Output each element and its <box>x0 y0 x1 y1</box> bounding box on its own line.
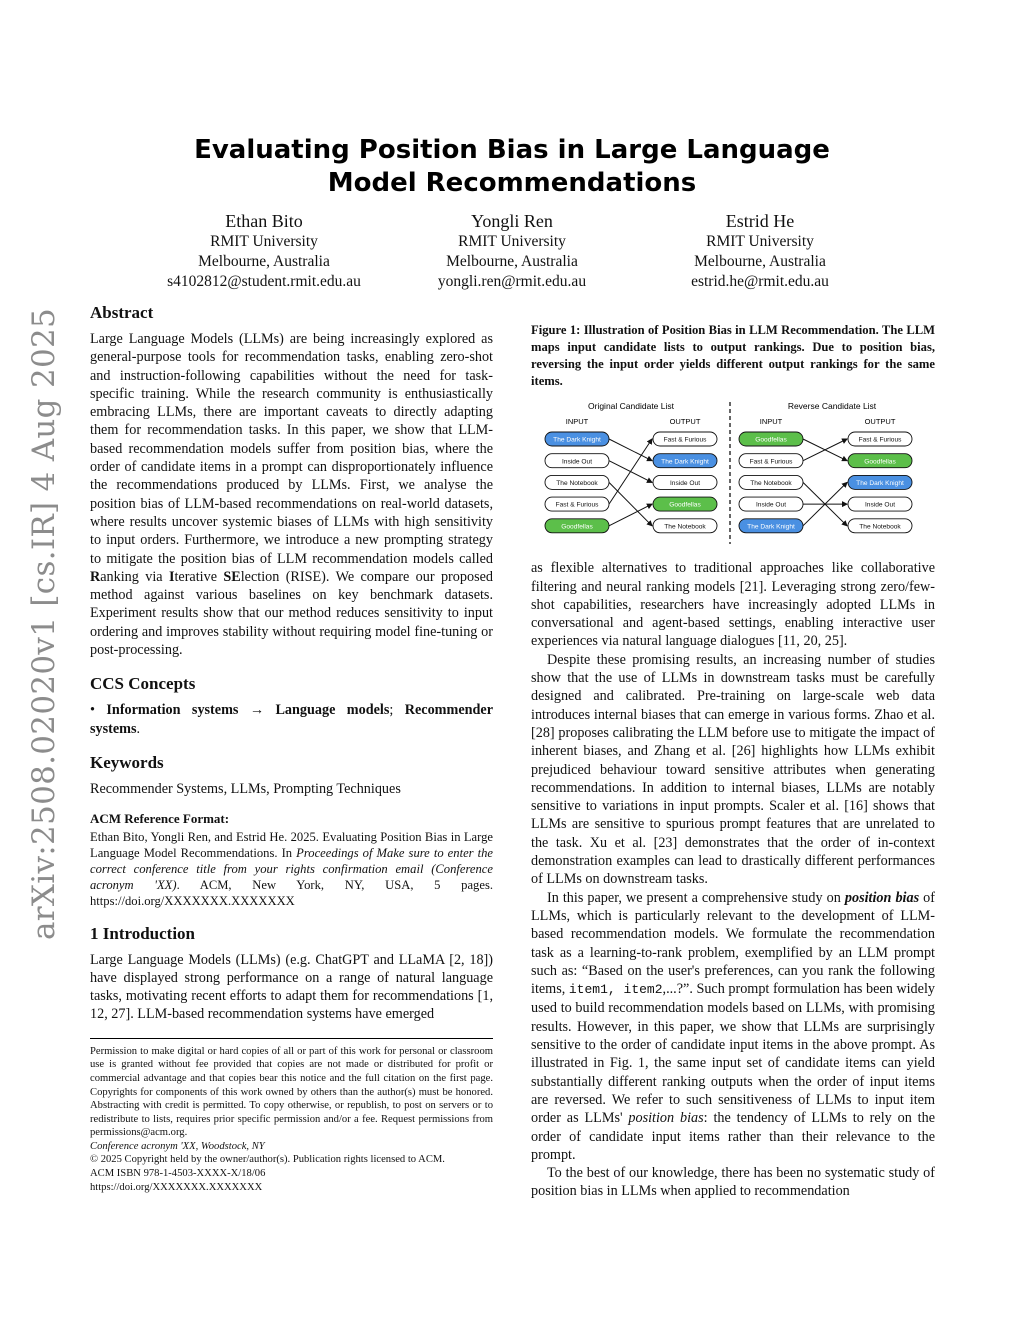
abstract-part: We compare our proposed method against various baselines on key benchmark datasets. Experiment results show that our method reduces sensitivity to input ordering and improves stability without requiring model fine-tuning or post-processing. <box>90 568 493 659</box>
author-name: Ethan Bito <box>225 211 303 231</box>
ccs-bullet: • <box>90 702 107 719</box>
original-mapping-arrow <box>609 482 652 525</box>
item-label: Fast & Furious <box>749 458 793 466</box>
acm-reference <box>90 810 493 908</box>
original-input-item <box>545 475 609 489</box>
ccs-item: Language models <box>275 702 390 719</box>
prompt-code: item1, item2 <box>568 982 663 998</box>
author-location: Melbourne, Australia <box>694 253 826 270</box>
item-label: The Notebook <box>556 480 598 487</box>
item-label: The Notebook <box>664 523 706 531</box>
author-name: Yongli Ren <box>471 211 553 231</box>
item-label: Fast & Furious <box>663 436 707 444</box>
original-output-item <box>653 475 717 489</box>
copyright-line: © 2025 Copyright held by the owner/author(s). Publication rights licensed to ACM. <box>90 1154 445 1166</box>
acm-ref-italic: Proceedings of Make sure to enter the correct conference title from your rights confirmation email (Conference acronym 'XX) <box>90 845 494 892</box>
figure-1-diagram <box>531 398 935 548</box>
keywords-section <box>90 752 493 798</box>
acm-ref-heading: ACM Reference Format: <box>90 811 230 827</box>
author-block <box>140 210 884 292</box>
left-column <box>90 302 493 1194</box>
author-affiliation: RMIT University <box>458 233 566 250</box>
reverse-input-item <box>739 519 803 533</box>
paragraph-1: as flexible alternatives to traditional approaches like collaborative filtering and neural ranking models [21]. Leveraging strong zero/few-shot capabilities, researchers have increasingly adopted LLMs in conversational and agent-based settings, enabling interactive user experiences via natural language dialogues [11, 20, 25]. <box>531 560 935 650</box>
ccs-item: Recommender systems <box>90 702 493 737</box>
rise-letter: R <box>90 568 101 585</box>
acm-ref-part: . ACM, New York, NY, USA, 5 pages. https://doi.org/XXXXXXX.XXXXXXX <box>90 877 493 908</box>
abstract-part: terative <box>174 568 224 585</box>
item-label: Fast & Furious <box>858 436 902 444</box>
paper-title: Evaluating Position Bias in Large Language Model Recommendations <box>194 135 830 198</box>
emphasis-position-bias: position bias <box>844 889 920 906</box>
arxiv-stamp: arXiv:2508.02020v1 [cs.IR] 4 Aug 2025 <box>26 307 62 940</box>
item-label: The Notebook <box>750 480 792 487</box>
original-mapping-arrow <box>609 439 652 504</box>
author-location: Melbourne, Australia <box>446 253 578 270</box>
abstract-part: anking via <box>100 568 169 585</box>
original-mapping-arrow <box>609 504 652 526</box>
rise-letter: I <box>168 568 175 585</box>
reverse-output-item <box>848 432 912 446</box>
paragraph-part: : the tendency of LLMs to rely on the order of candidate input items rather than their relevance to the prompt. <box>531 1110 935 1163</box>
rise-letter: SE <box>223 568 241 585</box>
item-label: Goodfellas <box>864 458 896 466</box>
author-3 <box>636 210 884 292</box>
paragraph-4: To the best of our knowledge, there has been no systematic study of position bias in LLMs when applied to recommendation <box>531 1165 935 1200</box>
left-output-label: OUTPUT <box>669 417 701 426</box>
original-output-item <box>653 497 717 511</box>
ccs-heading: CCS Concepts <box>90 674 196 694</box>
item-label: The Dark Knight <box>747 523 795 531</box>
paragraph-2: Despite these promising results, an increasing number of studies show that the use of LLMs in downstream tasks must be carefully designed and calibrated. Pre-training on large-scale web data introduces internal biases that can emerge in various forms. Zhao et al. [28] proposes calibrating the LLM before use to mitigate the impact of inherent biases, and Zhang et al. [26] highlights how LLMs exhibit prejudiced behaviour toward sensitive attributes when generating recommendations. In addition to internal biases, LLMs are notably sensitive to variations in input prompts. Scaler et al. [16] shows that LLMs are sensitive to spurious prompt features that are unrelated to the task. Xu et al. [23] demonstrates that the order of in-context demonstration examples can lead to drastically different performances of LLMs on downstream tasks. <box>531 651 935 888</box>
isbn-line: ACM ISBN 978-1-4503-XXXX-X/18/06 <box>90 1168 266 1180</box>
conference-line: Conference acronym 'XX, Woodstock, NY <box>90 1140 265 1152</box>
author-email[interactable]: estrid.he@rmit.edu.au <box>691 273 829 290</box>
item-label: Inside Out <box>864 501 896 509</box>
right-input-label: INPUT <box>759 417 783 426</box>
keywords-heading: Keywords <box>90 752 164 772</box>
item-label: Goodfellas <box>755 436 787 444</box>
original-input-item <box>545 454 609 468</box>
item-label: The Dark Knight <box>661 458 709 466</box>
paragraph-part: of LLMs, which is particularly relevant to the development of LLM-based recommendation models. We formulate the recommendation task as a learning-to-rank problem, exemplified by an LLM prompt such as: “Based on the user's preferences, can you rank the following items, <box>531 889 935 998</box>
item-label: Goodfellas <box>669 501 701 509</box>
reverse-output-item <box>848 475 912 489</box>
ccs-section <box>90 673 493 738</box>
item-label: The Dark Knight <box>553 436 601 444</box>
right-panel-title: Reverse Candidate List <box>787 401 877 411</box>
author-1 <box>140 210 388 292</box>
reverse-output-item <box>848 454 912 468</box>
item-label: Fast & Furious <box>555 501 599 509</box>
abstract-part: lection (RISE). <box>240 568 336 585</box>
ccs-sep: ; <box>389 702 405 719</box>
abstract-part: Large Language Models (LLMs) are being increasingly explored as general-purpose tools for recommendation tasks, enabling zero-shot and instruction-following capabilities without the need for task-specific training. While the research community is enthusiastically embracing LLMs, there are important caveats to directly adapting them for recommendation tasks. In this paper, we show that LLM-based recommendation models suffer from position bias, where the order of candidate items in a prompt can disproportionately influence the recommendations produced by LLMs. First, we analyse the position bias of LLM-based recommendations on real-world datasets, where results uncover systemic biases of LLMs with high sensitivity to input orders. Furthermore, we introduce a new prompting strategy to mitigate the position bias of LLM recommendation models called <box>90 331 493 567</box>
paragraph-3 <box>531 889 935 1164</box>
right-column <box>531 322 935 1201</box>
reverse-input-item <box>739 432 803 446</box>
author-email[interactable]: yongli.ren@rmit.edu.au <box>437 273 587 290</box>
abstract-heading: Abstract <box>90 303 154 322</box>
original-input-item <box>545 519 609 533</box>
author-location: Melbourne, Australia <box>198 253 330 270</box>
left-panel-title: Original Candidate List <box>588 401 674 411</box>
ccs-arrow: → <box>238 702 276 719</box>
abstract-text <box>90 330 493 659</box>
original-mapping-arrow <box>609 439 652 461</box>
left-input-label: INPUT <box>565 417 589 426</box>
intro-continued <box>531 559 935 1200</box>
reverse-output-item <box>848 497 912 511</box>
item-label: Inside Out <box>669 480 701 487</box>
ccs-end: . <box>136 720 141 737</box>
author-affiliation: RMIT University <box>210 233 318 250</box>
ccs-text <box>90 701 493 738</box>
original-output-item <box>653 454 717 468</box>
author-email[interactable]: s4102812@student.rmit.edu.au <box>167 273 361 290</box>
right-output-label: OUTPUT <box>864 417 896 426</box>
item-label: Inside Out <box>561 458 593 466</box>
original-output-item <box>653 432 717 446</box>
item-label: The Notebook <box>859 523 901 531</box>
item-label: The Dark Knight <box>856 480 904 487</box>
original-input-item <box>545 497 609 511</box>
permission-text: Permission to make digital or hard copies of all or part of this work for personal or classroom use is granted without fee provided that copies are not made or distributed for profit or commercial advantage and that copies bear this notice and the full citation on the first page. Copyrights for components of this work owned by others than the author(s) must be honored. Abstracting with credit is permitted. To copy otherwise, or republish, to post on servers or to redistribute to lists, requires prior specific permission and/or a fee. Request permissions from permissions@acm.org. <box>90 1045 493 1139</box>
acm-ref-part: Ethan Bito, Yongli Ren, and Estrid He. 2025. Evaluating Position Bias in Large Language Model Recommendations. In <box>90 829 493 860</box>
intro-heading: 1 Introduction <box>90 923 196 943</box>
reverse-output-item <box>848 519 912 533</box>
doi-line[interactable]: https://doi.org/XXXXXXX.XXXXXXX <box>90 1181 263 1193</box>
original-output-item <box>653 519 717 533</box>
figure-caption: Figure 1: Illustration of Position Bias in LLM Recommendation. The LLM maps input candidate lists to output rankings. Due to position bias, reversing the input order yields different output rankings for the same items. <box>531 323 935 388</box>
item-label: Goodfellas <box>561 523 593 531</box>
keywords-text: Recommender Systems, LLMs, Prompting Techniques <box>90 780 401 797</box>
paragraph-part: ,...?”. Such prompt formulation has been widely used to build recommendation models based on LLMs, with promising results. However, in this paper, we show that LLMs are surprisingly sensitive to the order of candidate input items in the above prompt. As illustrated in Fig. 1, the same input set of candidate items can yield substantially different ranking outputs when the order of input items are reversed. We refer to such sensitiveness of LLMs to input item order as LLMs' <box>531 981 935 1127</box>
reverse-input-item <box>739 497 803 511</box>
intro-section <box>90 923 493 1024</box>
emphasis-position-bias: position bias <box>628 1110 704 1127</box>
item-label: Inside Out <box>755 501 787 509</box>
author-name: Estrid He <box>725 211 795 231</box>
author-affiliation: RMIT University <box>706 233 814 250</box>
reverse-input-item <box>739 475 803 489</box>
acm-ref-text <box>90 829 493 909</box>
copyright-footnote <box>90 1038 493 1195</box>
intro-text: Large Language Models (LLMs) (e.g. ChatGPT and LLaMA [2, 18]) have displayed strong performance on a range of natural language tasks, motivating recent efforts to adapt them for recommendations [1, 12, 27]. LLM-based recommendation systems have emerged <box>90 951 493 1023</box>
original-input-item <box>545 432 609 446</box>
ccs-item: Information systems <box>106 702 239 719</box>
paragraph-part: In this paper, we present a comprehensive study on <box>547 889 845 906</box>
reverse-input-item <box>739 454 803 468</box>
author-2 <box>388 210 636 292</box>
